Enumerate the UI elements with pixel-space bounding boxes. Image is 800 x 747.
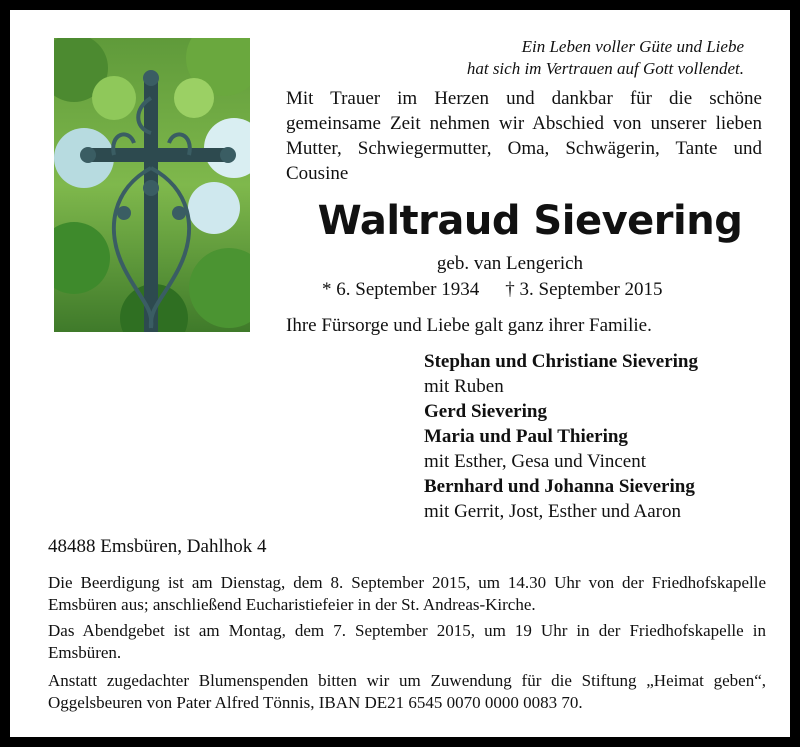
funeral-notice: Die Beerdigung ist am Dienstag, dem 8. September 2015, um 14.30 Uhr von der Friedhofskapelle Emsbüren aus; anschließend Eucharistiefeier in der St. Andreas-Kirche. xyxy=(48,573,766,614)
donation-notice: Anstatt zugedachter Blumenspenden bitten wir um Zuwendung für die Stiftung „Heimat geben“, Oggelsbeuren von Pater Alfred Tönnis, IBAN DE21 6545 0070 0000 0083 70. xyxy=(48,671,766,712)
family-member-children: mit Esther, Gesa und Vincent xyxy=(424,451,647,472)
death-date: † 3. September 2015 xyxy=(505,279,663,300)
obituary-notice xyxy=(10,10,790,737)
iron-cross-image xyxy=(54,38,250,332)
family-member-names: Maria und Paul Thiering xyxy=(424,426,628,447)
cross-photo xyxy=(54,38,250,332)
family-member-children: mit Gerrit, Jost, Esther und Aaron xyxy=(424,501,681,522)
family-list xyxy=(424,349,698,524)
motto-line-2: hat sich im Vertrauen auf Gott vollendet. xyxy=(466,59,744,78)
life-dates xyxy=(322,278,663,302)
birth-date: * 6. September 1934 xyxy=(322,279,480,300)
intro-text: Mit Trauer im Herzen und dankbar für die schöne gemeinsame Zeit nehmen wir Abschied von unserer lieben Mutter, Schwiegermutter, Oma, Schwägerin, Tante und Cousine xyxy=(286,88,762,184)
motto xyxy=(467,36,744,80)
family-member-names: Bernhard und Johanna Sievering xyxy=(424,476,695,497)
evening-prayer-notice: Das Abendgebet ist am Montag, dem 7. September 2015, um 19 Uhr in der Friedhofskapelle in Emsbüren. xyxy=(48,621,766,662)
care-line: Ihre Fürsorge und Liebe galt ganz ihrer Familie. xyxy=(286,315,652,336)
motto-line-1: Ein Leben voller Güte und Liebe xyxy=(521,37,744,56)
address: 48488 Emsbüren, Dahlhok 4 xyxy=(48,536,267,557)
family-member-names: Stephan und Christiane Sievering xyxy=(424,351,698,372)
deceased-name: Waltraud Sievering xyxy=(317,198,743,244)
family-member-children: mit Ruben xyxy=(424,376,504,397)
maiden-name: geb. van Lengerich xyxy=(436,253,584,274)
family-member-names: Gerd Sievering xyxy=(424,401,547,422)
